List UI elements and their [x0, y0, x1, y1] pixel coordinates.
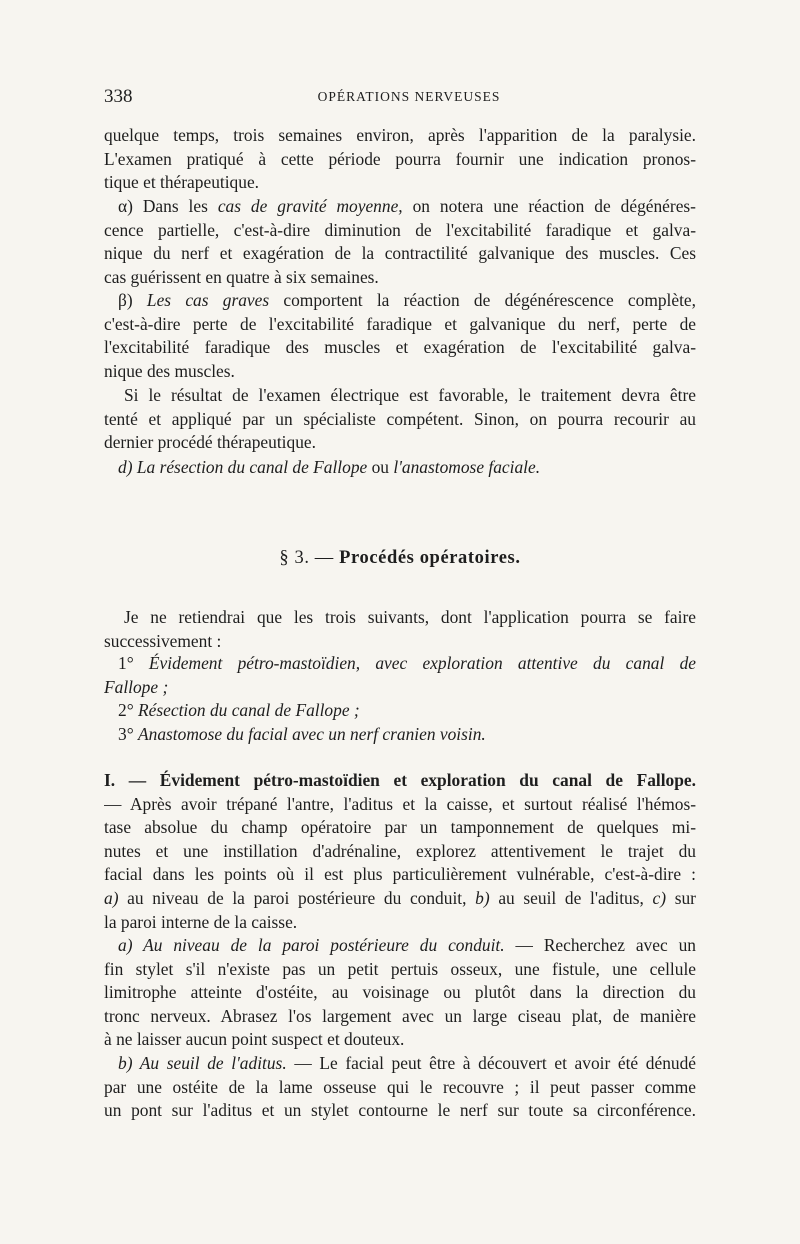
text-line: nique du nerf et exagération de la contractilité galvanique des muscles. Ces: [104, 243, 696, 264]
paragraph-d: [104, 456, 696, 480]
paragraph-result: [104, 384, 696, 455]
paragraph-b: [104, 1052, 696, 1123]
text-line: fin stylet s'il n'existe pas un petit pertuis osseux, une fistule, une cellule: [104, 958, 696, 979]
paragraph-a: [104, 934, 696, 1052]
text-line: cence partielle, c'est-à-dire diminution de l'excitabilité faradique et galva-: [104, 219, 696, 240]
text-line: d) La résection du canal de Fallope ou l'anastomose faciale.: [118, 457, 541, 477]
paragraph-alpha: [104, 195, 696, 289]
paragraph-beta: [104, 289, 696, 383]
page-number: 338: [104, 86, 133, 107]
text-line: a) au niveau de la paroi postérieure du conduit, b) au seuil de l'aditus, c) sur: [104, 887, 696, 908]
running-title: OPÉRATIONS NERVEUSES: [317, 89, 501, 104]
text-line: tronc nerveux. Abrasez l'os largement avec un large ciseau plat, de manière: [104, 1005, 696, 1026]
text-line: Si le résultat de l'examen électrique est favorable, le traitement devra être: [124, 385, 696, 405]
text-line: facial dans les points où il est plus particulièrement vulnérable, c'est-à-dire :: [104, 864, 696, 885]
text-line: β) Les cas graves comportent la réaction de dégénérescence complète,: [118, 290, 696, 310]
procedure-list: [104, 652, 696, 746]
text-line: tenté et appliqué par un spécialiste compétent. Sinon, on pourra recourir au: [104, 408, 696, 429]
text-line: un pont sur l'aditus et un stylet contourne le nerf sur toute sa circonférence.: [104, 1100, 696, 1121]
text-line: α) Dans les cas de gravité moyenne, on notera une réaction de dégénéres-: [118, 196, 696, 216]
text-line: Je ne retiendrai que les trois suivants, dont l'application pourra se faire: [124, 607, 696, 627]
list-item: 2° Résection du canal de Fallope ;: [118, 700, 360, 721]
list-item: 1° Évidement pétro-mastoïdien, avec exploration attentive du canal de: [118, 653, 696, 673]
paragraph-intro: [104, 124, 696, 195]
text-line: quelque temps, trois semaines environ, après l'apparition de la paralysie.: [104, 125, 696, 145]
text-line: à ne laisser aucun point suspect et douteux.: [104, 1029, 405, 1050]
part-heading: I. — Évidement pétro-mastoïdien et exploration du canal de Fallope.: [104, 770, 696, 790]
text-line: c'est-à-dire perte de l'excitabilité faradique et galvanique du nerf, perte de: [104, 313, 696, 334]
page-header: [104, 86, 694, 110]
text-line: cas guérissent en quatre à six semaines.: [104, 266, 379, 287]
text-line: tase absolue du champ opératoire par un tamponnement de quelques mi-: [104, 817, 696, 838]
text-line: par une ostéite de la lame osseuse qui le recouvre ; il peut passer comme: [104, 1076, 696, 1097]
text-line: L'examen pratiqué à cette période pourra fournir une indication pronos-: [104, 148, 696, 169]
text-line: a) Au niveau de la paroi postérieure du conduit. — Recherchez avec un: [118, 935, 696, 955]
text-line: successivement :: [104, 630, 222, 651]
text-line: limitrophe atteinte d'ostéite, au voisinage ou plutôt dans la direction du: [104, 982, 696, 1003]
text-line: dernier procédé thérapeutique.: [104, 432, 316, 453]
text-line: b) Au seuil de l'aditus. — Le facial peut être à découvert et avoir été dénudé: [118, 1053, 696, 1073]
text-line: nutes et une instillation d'adrénaline, explorez attentivement le trajet du: [104, 840, 696, 861]
list-item: 3° Anastomose du facial avec un nerf cranien voisin.: [118, 723, 486, 744]
list-item-continuation: Fallope ;: [104, 676, 169, 697]
text-line: — Après avoir trépané l'antre, l'aditus et la caisse, et surtout réalisé l'hémos-: [104, 793, 696, 814]
paragraph-procedures-intro: [104, 606, 696, 653]
section-heading: § 3. — Procédés opératoires.: [279, 548, 521, 568]
paragraph-part-one: [104, 769, 696, 934]
text-line: nique des muscles.: [104, 360, 235, 381]
text-line: tique et thérapeutique.: [104, 172, 260, 193]
text-line: l'excitabilité faradique des muscles et exagération de l'excitabilité galva-: [104, 337, 696, 358]
text-line: la paroi interne de la caisse.: [104, 911, 298, 932]
